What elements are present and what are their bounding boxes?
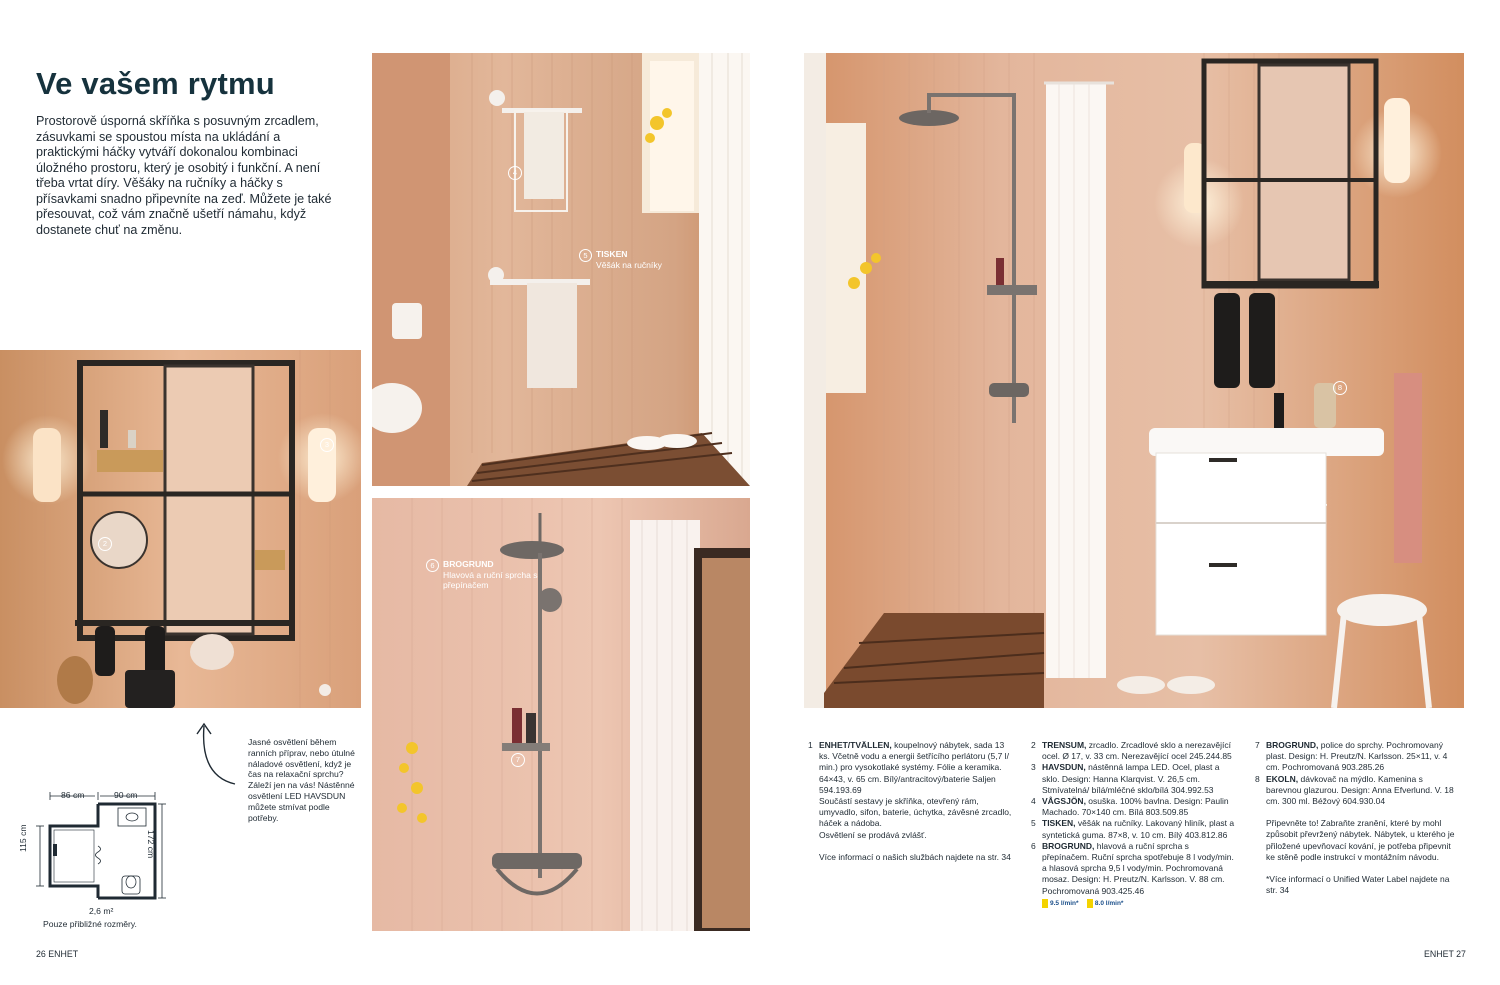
product-item-8: [1255, 774, 1460, 808]
photo-towel-rack: [372, 53, 750, 486]
page-number-right: 27: [1456, 949, 1466, 959]
photo-towel-rack-illustration: [372, 53, 750, 486]
product-list-col2: [1031, 740, 1236, 909]
page-number-left: 26: [36, 949, 46, 959]
lighting-note: Jasné osvětlení během ranních příprav, nebo útulné náladové osvětlení, když je čas na relaxační sprchu? Záleží jen na vás! Nástěnné osvětlení LED HAVSDUN můžete stmívat podle potřeby.: [248, 737, 355, 823]
product-number: 3: [1031, 762, 1036, 773]
product-number: 7: [1255, 740, 1260, 750]
product-number: 6: [1031, 840, 1036, 851]
product-description: dávkovač na mýdlo. Kamenina s barevnou glazurou. Design: Anna Efverlund. V. 18 cm. 300 ml. Béžový 604.930.04: [1266, 773, 1454, 807]
product-item-6: [1031, 841, 1236, 909]
callout-4-marker: 4: [508, 166, 522, 180]
product-number: 5: [1031, 818, 1036, 829]
product-name: HAVSDUN,: [1042, 762, 1086, 773]
callout-1-number: 1: [1231, 486, 1244, 499]
plan-note: Pouze přibližné rozměry.: [43, 919, 137, 929]
product-lighting-note: Osvětlení se prodává zvlášť.: [819, 829, 927, 840]
product-name: ENHET/TVÄLLEN,: [819, 740, 892, 750]
photo-bathroom-overview: [804, 53, 1464, 708]
product-item-2: [1031, 740, 1236, 762]
callout-5-number: 5: [579, 249, 592, 262]
callout-2-marker: 2: [98, 537, 112, 551]
safety-note: Připevněte to! Zabraňte zranění, které by mohl způsobit převržený nábytek. Nábytek, u kterého je přiložené upevňovací kování, je potřeba připevnit ke stěně podle instrukcí v montážním návodu.: [1266, 818, 1455, 862]
product-name: TRENSUM,: [1042, 740, 1087, 750]
product-number: 4: [1031, 796, 1036, 807]
product-description: hlavová a ruční sprcha s přepínačem. Ruční sprcha spotřebuje 8 l vody/min. a hlasová sprcha 9,5 l vody/min. Pochromovaná mosaz. Design: H. Preutz/N. Karlsson. V. 88 cm. Pochromovaná 903.425.46: [1042, 840, 1234, 896]
callout-5-name: TISKEN: [596, 249, 628, 259]
callout-1-name: ENHET/TVÄLLEN: [1248, 486, 1320, 496]
footer-right: [1424, 949, 1466, 959]
callout-7-marker: 7: [511, 753, 525, 767]
product-item-4: [1031, 796, 1236, 818]
callout-3-marker: 3: [320, 438, 334, 452]
callout-6-desc: Hlavová a ruční sprcha s přepínačem: [443, 569, 538, 590]
product-description: koupelnový nábytek, sada 13 ks. Včetně vodu a energii šetřícího perlátoru (5,7 l/ min.) pro vysokotlaké systémy. Fólie a keramika. 64×43, v. 65 cm. Bílý/antracitový/baterie Saljen 594.193.69: [819, 740, 1009, 795]
water-labels: [1042, 897, 1236, 909]
photo-mirror-cabinet-illustration: [0, 350, 361, 708]
callout-5-desc: Věšák na ručníky: [596, 259, 662, 270]
product-list-col3: [1255, 740, 1460, 896]
product-item-1: [808, 740, 1013, 863]
plan-dim-right: 172 cm: [146, 830, 156, 859]
callout-5-text: [596, 249, 662, 270]
product-text: [819, 740, 1013, 863]
product-item-3: [1031, 762, 1236, 796]
product-name: BROGRUND,: [1042, 840, 1095, 851]
callout-5: [579, 249, 662, 270]
photo-bathroom-overview-illustration: [804, 53, 1464, 708]
product-name: VÅGSJÖN,: [1042, 796, 1086, 807]
callout-1-text: [1248, 486, 1343, 518]
plan-dim-top-right: 90 cm: [114, 790, 138, 800]
footer-section-left: ENHET: [48, 949, 79, 959]
water-label-hand-shower: 8.0 l/min*: [1087, 898, 1124, 909]
footer-left: [36, 949, 78, 959]
services-note: Více informací o našich službách najdete na str. 34: [819, 851, 1011, 862]
product-number: 2: [1031, 740, 1036, 750]
plan-dim-top-left: 86 cm: [61, 790, 85, 800]
callout-6-text: [443, 559, 543, 591]
page-title: Ve vašem rytmu: [36, 66, 275, 101]
product-description: nástěnná lampa LED. Ocel, plast a sklo. Design: Hanna Klarqvist. V. 26,5 cm. Stmívatelná/ bílá/mléčné sklo/bílá 304.992.53: [1042, 762, 1220, 795]
callout-6-name: BROGRUND: [443, 559, 494, 569]
product-number: 8: [1255, 773, 1260, 784]
curved-arrow-icon: [190, 718, 240, 788]
callout-1: [1231, 486, 1343, 518]
product-description: osuška. 100% bavlna. Design: Paulin Machado. 70×140 cm. Bílá 803.509.85: [1042, 796, 1229, 818]
product-description: police do sprchy. Pochromovaný plast. Design: H. Preutz/N. Karlsson. 25×11, v. 4 cm. Pochromovaná 903.285.26: [1266, 740, 1448, 773]
product-description: věšák na ručníky. Lakovaný hliník, plast a syntetická guma. 87×8, v. 10 cm. Bílý 403.812.86: [1042, 818, 1235, 840]
water-label-head-shower: 9.5 l/min*: [1042, 898, 1079, 909]
footer-section-right: ENHET: [1424, 949, 1454, 959]
product-set-contents: Součástí sestavy je skříňka, otevřený rám, umyvadlo, sifon, baterie, úchytka, závěsné zrcadlo, háček a nádoba.: [819, 796, 1012, 829]
product-name: TISKEN,: [1042, 818, 1076, 829]
callout-6: [426, 559, 543, 591]
photo-shower-system: [372, 498, 750, 931]
product-list-col1: [808, 740, 1013, 863]
product-description: zrcadlo. Zrcadlové sklo a nerezavějící ocel. Ø 17, v. 33 cm. Nerezavějící ocel 245.244.85: [1042, 740, 1232, 762]
floor-plan-diagram: [30, 786, 180, 911]
product-item-7: [1255, 740, 1460, 774]
product-number: 1: [808, 740, 813, 750]
product-item-5: [1031, 818, 1236, 840]
photo-mirror-cabinet: [0, 350, 361, 708]
plan-area: 2,6 m²: [89, 906, 114, 916]
product-name: BROGRUND,: [1266, 740, 1319, 750]
callout-6-number: 6: [426, 559, 439, 572]
plan-dim-left: 115 cm: [18, 824, 28, 852]
product-name: EKOLN,: [1266, 773, 1299, 784]
callout-8-marker: 8: [1333, 381, 1347, 395]
water-label-note: *Více informací o Unified Water Label najdete na str. 34: [1266, 874, 1450, 896]
intro-paragraph: Prostorově úsporná skříňka s posuvným zrcadlem, zásuvkami se spoustou místa na ukládání a praktickými háčky vytváří dokonalou kombinaci úložného prostoru, který je osobitý i funkční. A není třeba vrtat díry. Věšáky na ručníky a háčky s přísavkami snadno připevníte na zeď. Můžete je také přesouvat, což vám značně ušetří námahu, když dostanete chuť na změnu.: [36, 114, 332, 237]
callout-1-desc: Koupelnový nábytek, sada 13 ks: [1248, 496, 1328, 517]
